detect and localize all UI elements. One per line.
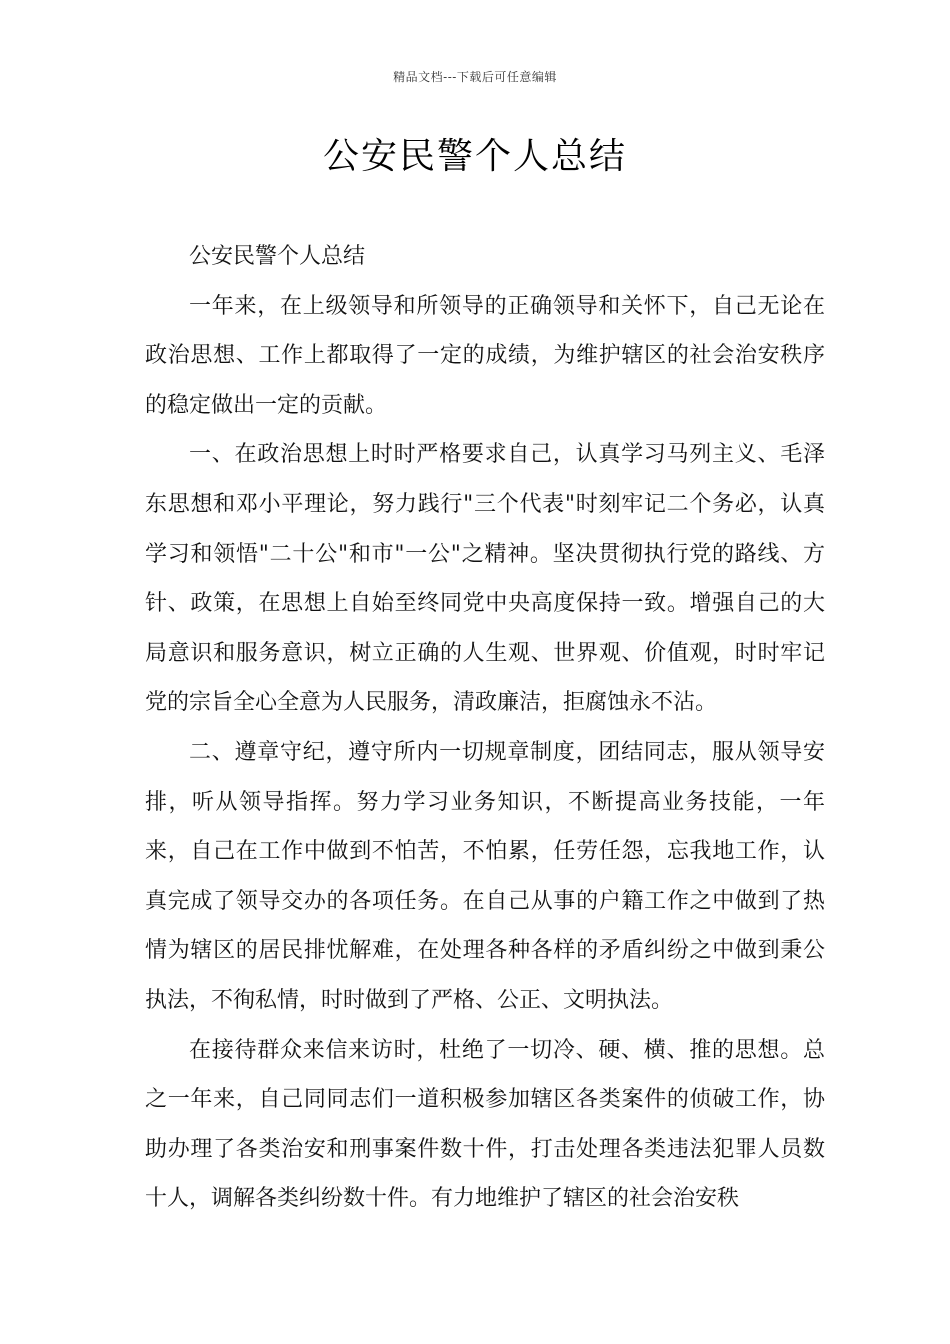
paragraph-discipline: 二、遵章守纪，遵守所内一切规章制度，团结同志，服从领导安排，听从领导指挥。努力学习业务知识，不断提高业务技能，一年来，自己在工作中做到不怕苦，不怕累，任劳任怨，忘我地工作，认真完成了领导交办的各项任务。在自己从事的户籍工作之中做到了热情为辖区的居民排忧解难，在处理各种各样的矛盾纠纷之中做到秉公执法，不徇私情，时时做到了严格、公正、文明执法。 — [145, 739, 825, 1013]
paragraph-subtitle: 公安民警个人总结 — [189, 244, 366, 269]
paragraph-political: 一、在政治思想上时时严格要求自己，认真学习马列主义、毛泽东思想和邓小平理论，努力践行"三个代表"时刻牢记二个务必，认真学习和领悟"二十公"和市"一公"之精神。坚决贯彻执行党的路线、方针、政策，在思想上自始至终同党中央高度保持一致。增强自己的大局意识和服务意识，树立正确的人生观、世界观、价值观，时时牢记党的宗旨全心全意为人民服务，清政廉洁，拒腐蚀永不沾。 — [145, 442, 825, 716]
paragraph-reception: 在接待群众来信来访时，杜绝了一切冷、硬、横、推的思想。总之一年来，自己同同志们一道积极参加辖区各类案件的侦破工作，协助办理了各类治安和刑事案件数十件，打击处理各类违法犯罪人员数十人，调解各类纠纷数十件。有力地维护了辖区的社会治安秩 — [145, 1037, 825, 1212]
paragraph-intro: 一年来，在上级领导和所领导的正确领导和关怀下，自己无论在政治思想、工作上都取得了一定的成绩，为维护辖区的社会治安秩序的稳定做出一定的贡献。 — [145, 293, 825, 418]
header-note: 精品文档---下载后可任意编辑 — [393, 70, 557, 84]
document-body — [145, 232, 825, 1224]
document-title: 公安民警个人总结 — [322, 136, 627, 177]
